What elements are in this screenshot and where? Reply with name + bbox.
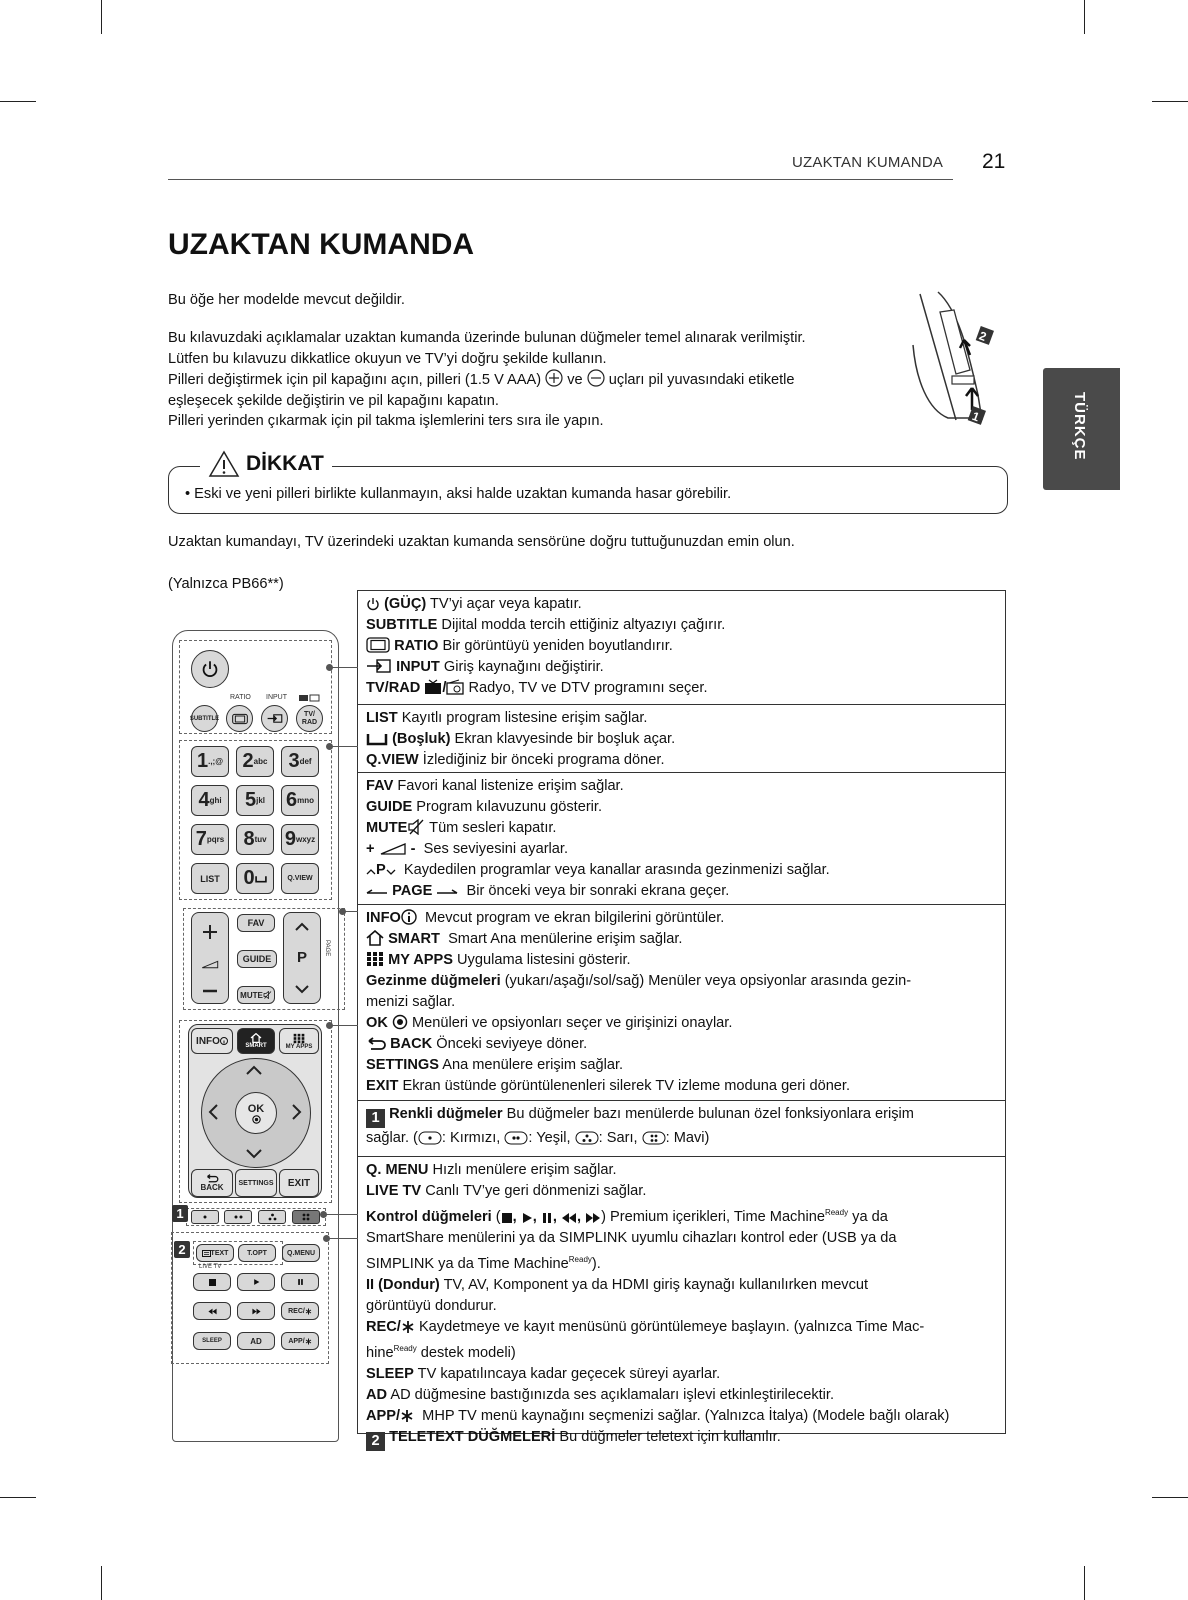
- asterisk-icon: [400, 1409, 414, 1423]
- home-icon: [250, 1033, 262, 1043]
- mute-icon: [263, 991, 272, 999]
- language-tab: TÜRKÇE: [1043, 368, 1120, 490]
- input-icon: [267, 713, 283, 724]
- page-right-icon: [436, 888, 458, 898]
- tvrad-icon: [298, 693, 320, 702]
- ratio-icon: [232, 713, 248, 725]
- num-0-button[interactable]: 0: [236, 863, 274, 894]
- red-button-icon: [418, 1131, 442, 1145]
- yellow-button-icon: [268, 1213, 277, 1221]
- chevron-up-icon: [366, 867, 376, 877]
- red-button-icon: [203, 1215, 207, 1219]
- power-icon: [366, 597, 380, 611]
- yellow-button-icon: [575, 1131, 599, 1145]
- chevron-up-icon: [294, 922, 310, 932]
- blue-button-icon: [302, 1213, 310, 1221]
- back-icon: [205, 1174, 219, 1183]
- play-icon: [253, 1278, 260, 1286]
- volume-icon: [379, 842, 407, 856]
- num-1-button[interactable]: 1 .,;@: [191, 746, 229, 777]
- back-icon: [366, 1037, 386, 1051]
- info-icon: [401, 909, 417, 925]
- livetv-label: LIVE TV: [199, 1264, 222, 1270]
- battery-cover-illustration: [908, 290, 1003, 425]
- ok-button[interactable]: OK: [235, 1092, 277, 1134]
- pause-icon: [297, 1278, 304, 1286]
- remote-label-2: 2: [174, 1241, 190, 1258]
- info-icon: [220, 1037, 228, 1045]
- rec-button[interactable]: REC/: [281, 1302, 319, 1320]
- desc-section-fav: FAV Favori kanal listenize erişim sağlar. GUIDE Program kılavuzunu gösterir. MUTE Tüm sesleri kapatır. + - Ses seviyesini ayarlar. P Kaydedilen programlar veya kanallar arasında gezinmenizi sağlar. PAGE Bir önceki veya bir sonraki ekrana geçer.: [358, 773, 1005, 905]
- radio-icon: [446, 679, 464, 695]
- app-button[interactable]: APP/: [281, 1332, 319, 1350]
- caution-title: DİKKAT: [200, 450, 332, 478]
- page-left-icon: [366, 888, 388, 898]
- green-button[interactable]: [224, 1210, 252, 1224]
- topt-button[interactable]: T.OPT: [238, 1244, 276, 1262]
- caution-text: • Eski ve yeni pilleri birlikte kullanmayın, aksi halde uzaktan kumanda hasar görebilir.: [185, 486, 732, 502]
- num-9-button[interactable]: 9 wxyz: [281, 824, 319, 855]
- back-button[interactable]: BACK: [191, 1169, 233, 1197]
- ad-button[interactable]: AD: [237, 1332, 275, 1350]
- page-title: UZAKTAN KUMANDA: [168, 228, 475, 261]
- warning-icon: [208, 450, 240, 478]
- header-rule: [168, 179, 953, 180]
- asterisk-icon: [305, 1338, 312, 1345]
- home-icon: [366, 930, 384, 946]
- stop-icon: [209, 1279, 216, 1286]
- blue-button-icon: [642, 1131, 666, 1145]
- intro-note: Bu öğe her modelde mevcut değildir.: [168, 292, 405, 308]
- chevron-down-icon: [294, 984, 310, 994]
- sleep-button[interactable]: SLEEP: [193, 1332, 231, 1350]
- smart-button[interactable]: SMART: [237, 1028, 275, 1054]
- stop-button[interactable]: [193, 1273, 231, 1291]
- stop-icon: [501, 1212, 513, 1224]
- volume-rocker[interactable]: [191, 912, 229, 1004]
- tv-icon: [424, 679, 442, 695]
- qview-button[interactable]: Q.VIEW: [281, 863, 319, 894]
- program-rocker[interactable]: P: [283, 912, 321, 1004]
- ok-icon: [392, 1014, 408, 1030]
- play-icon: [521, 1212, 533, 1224]
- ratio-button[interactable]: [226, 705, 253, 732]
- rewind-icon: [561, 1212, 577, 1224]
- intro-text: Bu kılavuzdaki açıklamalar uzaktan kumanda üzerinde bulunan düğmeler temel alınarak verilmiştir. Lütfen bu kılavuzu dikkatlice okuyun ve TV’yi doğru şekilde kullanın. Pilleri değiştirmek için pil kapağını açın, pilleri (1.5 V AAA) ve uçları pil yuvasındaki etiketle eşleşecek şekilde değiştirin ve pil kapağını kapatın. Pilleri yerinden çıkarmak için pil takma işlemlerini ters sıra ile yapın.: [168, 330, 806, 429]
- apps-grid-icon: [366, 951, 384, 967]
- nav-left-icon[interactable]: [207, 1103, 219, 1121]
- subtitle-button[interactable]: SUBTITLE: [191, 705, 218, 732]
- model-note: (Yalnızca PB66**): [168, 576, 284, 592]
- desc-section-misc: Q. MENU Hızlı menülere erişim sağlar. LIVE TV Canlı TV’ye geri dönmenizi sağlar. Kontrol düğmeleri ( , , , , ) Premium içerikleri, Time Machine$^{Ready}$ ya da SmartShare menülerini ya da SIMPLINK uyumlu cihazları kontrol eder (USB ya da SIMPLINK ya da Time Machine$^{Ready}$). II (Dondur) TV, AV, Komponent ya da HDMI giriş kaynağı kullanılırken mevcut görüntüyü dondurur. REC/ Kaydetmeye ve kayıt menüsünü görüntülemeye başlayın. (yalnızca Time Mac- hine$^{Ready}$ destek modeli) SLEEP TV kapatılıncaya kadar geçecek süreyi ayarlar. AD AD düğmesine bastığınızda ses açıklamaları işlevi etkinleştirilecektir. APP/ MHP TV menü kaynağını seçmenizi sağlar. (Yalnızca İtalya) (Modele bağlı olarak) 2 TELETEXT DÜĞMELERİ Bu düğmeler teletext için kullanılır.: [366, 1162, 950, 1449]
- nav-right-icon[interactable]: [291, 1103, 303, 1121]
- num-4-button[interactable]: 4 ghi: [191, 785, 229, 816]
- num-7-button[interactable]: 7 pqrs: [191, 824, 229, 855]
- num-6-button[interactable]: 6 mno: [281, 785, 319, 816]
- rewind-icon: [207, 1308, 218, 1315]
- section-2-label: 2: [366, 1432, 385, 1451]
- num-2-button[interactable]: 2 abc: [236, 746, 274, 777]
- fast-forward-icon: [585, 1212, 601, 1224]
- num-8-button[interactable]: 8 tuv: [236, 824, 274, 855]
- button-description-table: [357, 590, 1006, 1449]
- pause-icon: [541, 1212, 553, 1224]
- apps-grid-icon: [293, 1033, 305, 1044]
- exit-button[interactable]: EXIT: [279, 1169, 319, 1197]
- nav-up-icon[interactable]: [245, 1064, 263, 1076]
- input-icon: [366, 658, 392, 674]
- settings-button[interactable]: SETTINGS: [235, 1169, 277, 1197]
- desc-section-power: (GÜÇ) TV’yi açar veya kapatır. SUBTITLE Dijital modda tercih ettiğiniz altyazıyı çağırır. RATIO Bir görüntüyü yeniden boyutlandırır. INPUT Giriş kaynağını değiştirir. TV/RAD / Radyo, TV ve DTV programını seçer.: [358, 591, 1005, 705]
- volume-down-icon: [201, 988, 219, 994]
- pause-button[interactable]: [281, 1273, 319, 1291]
- sensor-note: Uzaktan kumandayı, TV üzerindeki uzaktan kumanda sensörüne doğru tuttuğunuzdan emin olun.: [168, 534, 795, 550]
- space-icon: [255, 875, 267, 883]
- info-button[interactable]: INFO: [191, 1028, 233, 1054]
- minus-terminal-icon: [587, 369, 605, 387]
- remote-label-1: 1: [172, 1205, 188, 1222]
- section-1-label: 1: [366, 1109, 385, 1128]
- teletext-icon: [202, 1250, 211, 1257]
- space-icon: [366, 732, 388, 746]
- asterisk-icon: [401, 1320, 415, 1334]
- power-button[interactable]: [191, 650, 229, 688]
- nav-down-icon[interactable]: [245, 1148, 263, 1160]
- fast-forward-button[interactable]: [237, 1302, 275, 1320]
- list-button[interactable]: LIST: [191, 863, 229, 894]
- yellow-button[interactable]: [258, 1210, 286, 1224]
- myapps-button[interactable]: MY APPS: [279, 1028, 319, 1054]
- asterisk-icon: [305, 1308, 312, 1315]
- green-button-icon: [234, 1215, 243, 1219]
- power-icon: [201, 660, 219, 678]
- input-button[interactable]: [261, 705, 288, 732]
- ratio-icon: [366, 637, 390, 653]
- num-3-button[interactable]: 3 def: [281, 746, 319, 777]
- page-number: 21: [982, 150, 1006, 173]
- chevron-down-icon: [386, 867, 396, 877]
- num-5-button[interactable]: 5 jkl: [236, 785, 274, 816]
- fav-button[interactable]: FAV: [237, 914, 275, 932]
- play-button[interactable]: [237, 1273, 275, 1291]
- red-button[interactable]: [191, 1210, 219, 1224]
- ok-icon: [252, 1115, 261, 1124]
- svg-text:2: 2: [977, 328, 989, 345]
- desc-section-info: INFO Mevcut program ve ekran bilgilerini görüntüler. SMART Smart Ana menülerine erişim sağlar. MY APPS Uygulama listesini gösterir. Gezinme düğmeleri (yukarı/aşağı/sol/sağ) Menüler veya opsiyonlar arasında gezin- menizi sağlar. OK Menüleri ve opsiyonları seçer ve girişinizi onaylar. BACK Önceki seviyeye döner. SETTINGS Ana menülere erişim sağlar. EXIT Ekran üstünde görüntülenenleri silerek TV izleme moduna geri döner.: [358, 905, 1005, 1101]
- qmenu-button[interactable]: Q.MENU: [282, 1244, 320, 1262]
- blue-button[interactable]: [292, 1210, 320, 1224]
- svg-text:1: 1: [970, 408, 982, 425]
- fast-forward-icon: [251, 1308, 262, 1315]
- desc-section-list: LIST Kayıtlı program listesine erişim sağlar. (Boşluk) Ekran klavyesinde bir boşluk açar. Q.VIEW İzlediğiniz bir önceki programa döner.: [358, 705, 1005, 773]
- volume-icon: [201, 960, 219, 969]
- text-button[interactable]: TEXT: [196, 1244, 234, 1262]
- volume-up-icon: [201, 923, 219, 941]
- rewind-button[interactable]: [193, 1302, 231, 1320]
- mute-icon: [407, 819, 425, 835]
- guide-button[interactable]: GUIDE: [237, 950, 277, 968]
- tvrad-button[interactable]: TV/ RAD: [296, 705, 323, 732]
- page-label: PAGE: [324, 940, 330, 957]
- mute-button[interactable]: MUTE: [237, 986, 275, 1004]
- header-section: UZAKTAN KUMANDA: [792, 154, 944, 171]
- green-button-icon: [504, 1131, 528, 1145]
- plus-terminal-icon: [545, 369, 563, 387]
- desc-section-colors: 1 Renkli düğmeler Bu düğmeler bazı menülerde bulunan özel fonksiyonlara erişim sağlar. ( : Kırmızı, : Yeşil, : Sarı, : Mavi): [358, 1101, 1005, 1157]
